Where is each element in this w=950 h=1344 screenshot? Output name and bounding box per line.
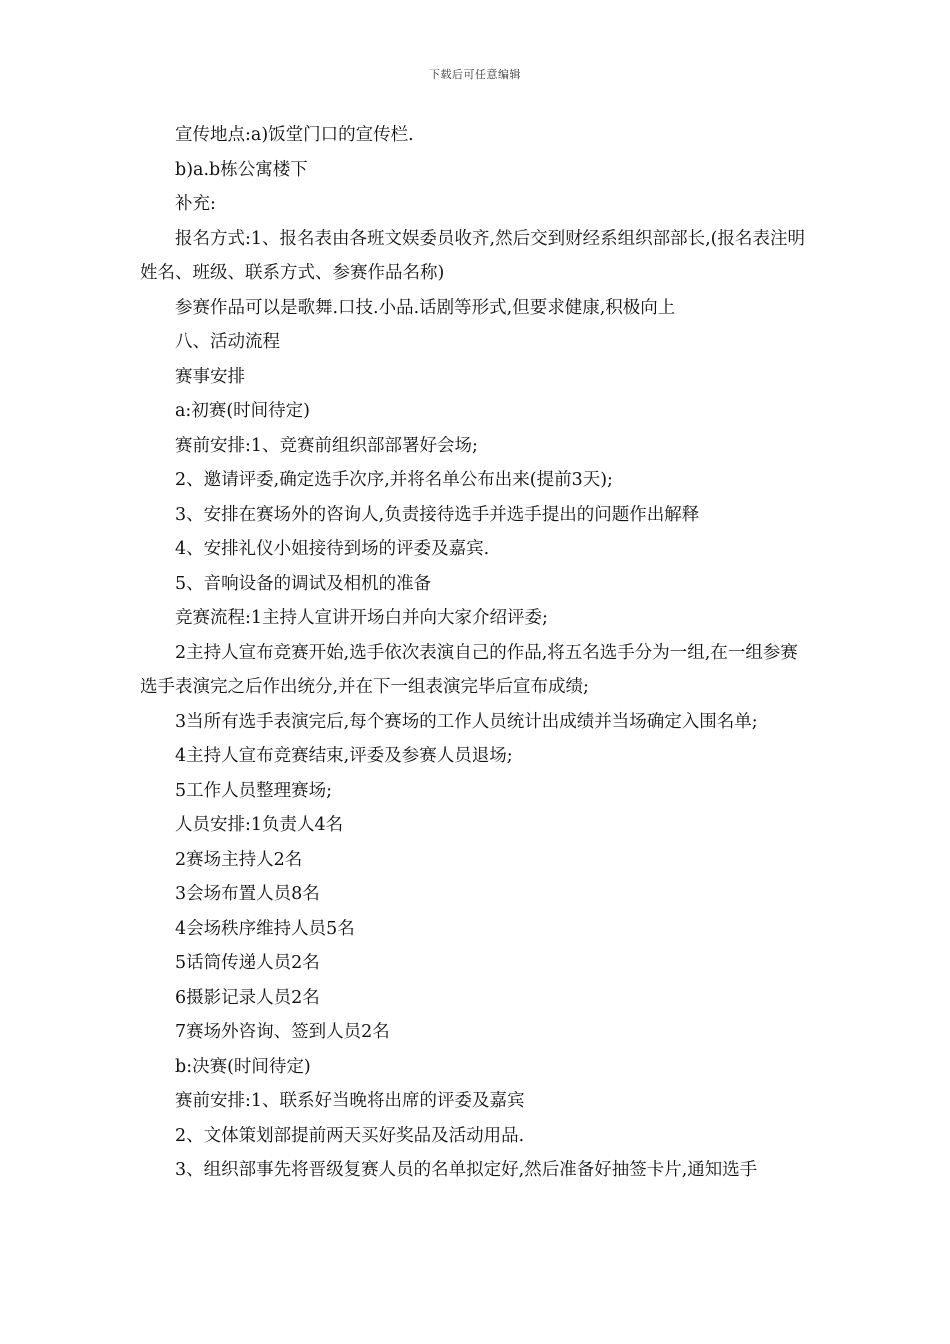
paragraph-staffing-6: 6摄影记录人员2名 <box>175 987 320 1008</box>
paragraph-final-pre-arrangement-3: 3、组织部事先将晋级复赛人员的名单拟定好,然后准备好抽签卡片,通知选手 <box>175 1160 758 1180</box>
paragraph-staffing-4: 4会场秩序维持人员5名 <box>175 918 355 939</box>
paragraph-publicity-location: 宣传地点:a)饭堂门口的宣传栏. <box>175 125 414 145</box>
paragraph-entry-forms: 参赛作品可以是歌舞.口技.小品.话剧等形式,但要求健康,积极向上 <box>175 297 676 318</box>
paragraph-event-arrangement: 赛事安排 <box>175 366 245 387</box>
paragraph-final-pre-arrangement-2: 2、文体策划部提前两天买好奖品及活动用品. <box>175 1125 525 1146</box>
paragraph-pre-arrangement-1: 赛前安排:1、竞赛前组织部部署好会场; <box>175 435 478 456</box>
paragraph-contest-flow-2: 2主持人宣布竞赛开始,选手依次表演自己的作品,将五名选手分为一组,在一组参赛选手表演完之后作出统分,并在下一组表演完毕后宣布成绩; <box>140 642 798 697</box>
document-body <box>140 118 812 1188</box>
paragraph-preliminary: a:初赛(时间待定) <box>175 401 310 421</box>
paragraph-final: b:决赛(时间待定) <box>175 1056 311 1077</box>
paragraph-pre-arrangement-4: 4、安排礼仪小姐接待到场的评委及嘉宾. <box>175 539 490 559</box>
paragraph-staffing-7: 7赛场外咨询、签到人员2名 <box>175 1022 390 1042</box>
paragraph-contest-flow-3: 3当所有选手表演完后,每个赛场的工作人员统计出成绩并当场确定入围名单; <box>175 711 758 732</box>
page-header-note: 下载后可任意编辑 <box>429 68 521 81</box>
paragraph-contest-flow-1: 竞赛流程:1主持人宣讲开场白并向大家介绍评委; <box>175 608 548 628</box>
paragraph-final-pre-arrangement-1: 赛前安排:1、联系好当晚将出席的评委及嘉宾 <box>175 1091 525 1111</box>
paragraph-publicity-location-b: b)a.b栋公寓楼下 <box>175 159 308 180</box>
paragraph-registration-method: 报名方式:1、报名表由各班文娱委员收齐,然后交到财经系组织部部长,(报名表注明姓名、班级、联系方式、参赛作品名称) <box>140 228 805 283</box>
paragraph-staffing-3: 3会场布置人员8名 <box>175 884 320 904</box>
paragraph-contest-flow-4: 4主持人宣布竞赛结束,评委及参赛人员退场; <box>175 746 513 766</box>
paragraph-contest-flow-5: 5工作人员整理赛场; <box>175 780 333 801</box>
paragraph-pre-arrangement-3: 3、安排在赛场外的咨询人,负责接待选手并选手提出的问题作出解释 <box>175 504 700 525</box>
paragraph-staffing-2: 2赛场主持人2名 <box>175 849 303 870</box>
paragraph-supplement: 补充: <box>175 194 216 214</box>
paragraph-pre-arrangement-5: 5、音响设备的调试及相机的准备 <box>175 573 432 594</box>
paragraph-staffing-1: 人员安排:1负责人4名 <box>175 815 344 835</box>
paragraph-staffing-5: 5话筒传递人员2名 <box>175 953 320 973</box>
section-heading-activity-flow: 八、活动流程 <box>175 332 280 352</box>
paragraph-pre-arrangement-2: 2、邀请评委,确定选手次序,并将名单公布出来(提前3天); <box>175 470 613 490</box>
